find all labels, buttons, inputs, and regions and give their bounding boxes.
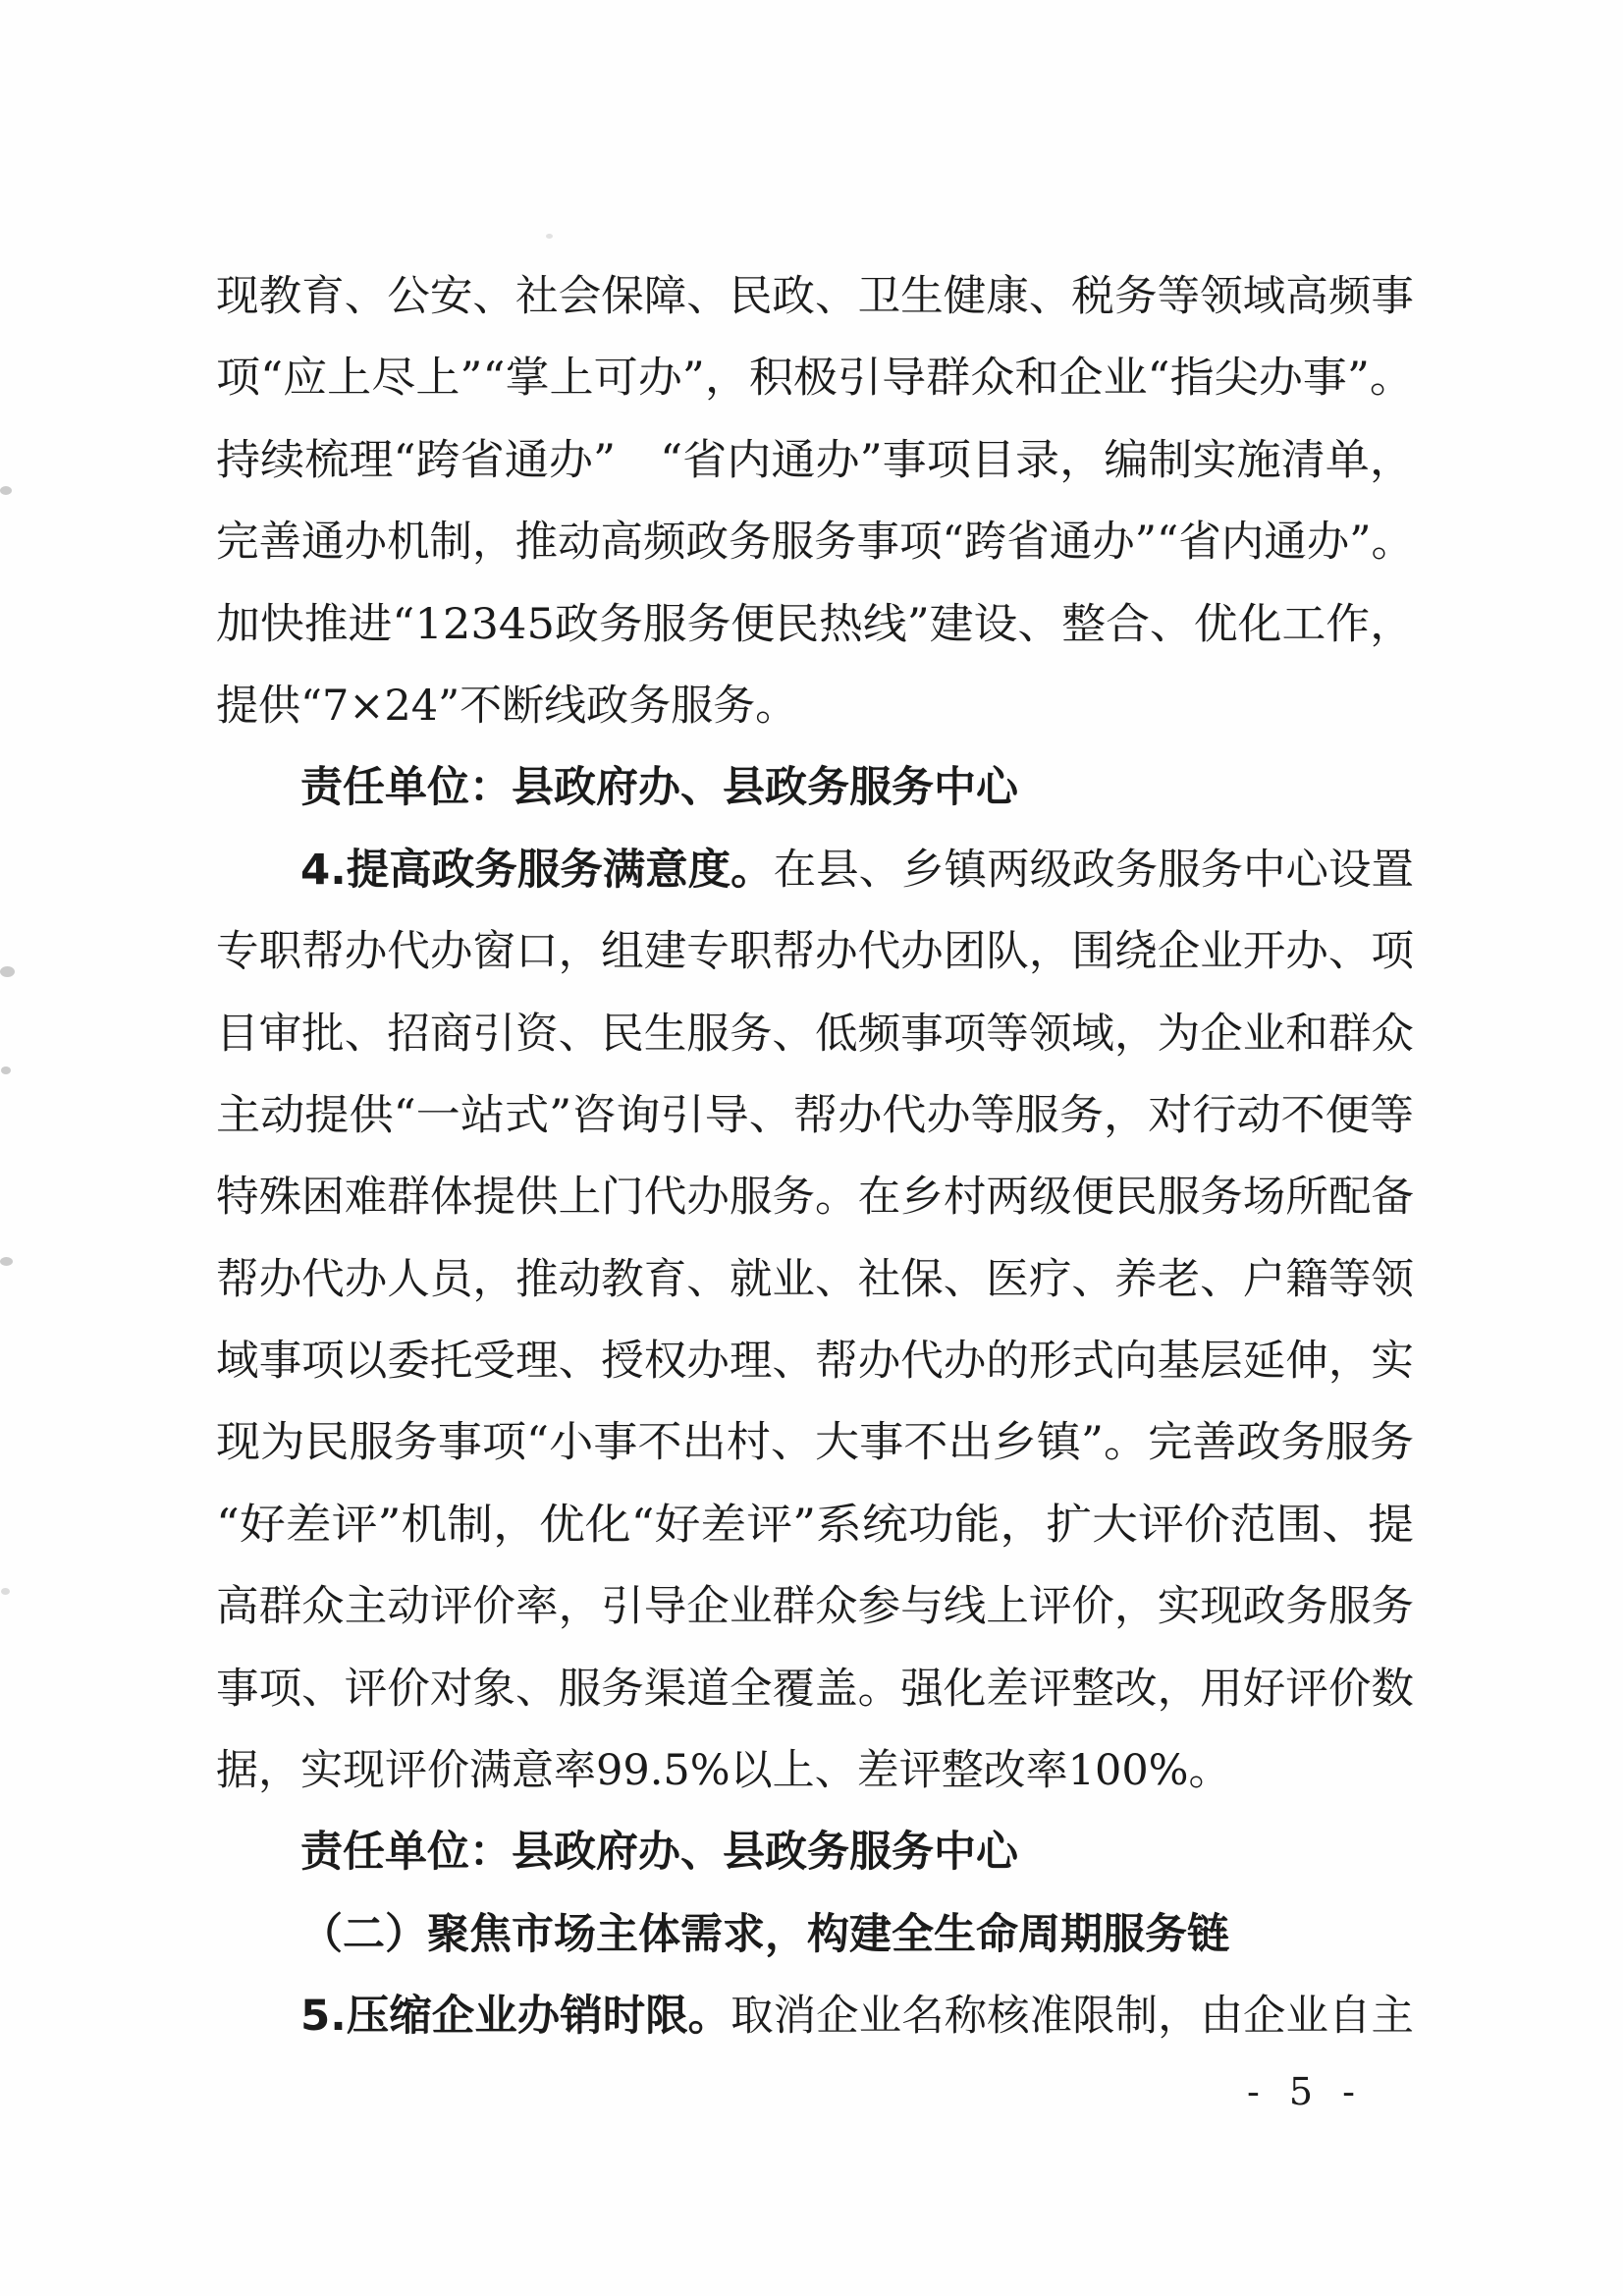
- text-run: 完善通办机制，推动高频政务服务事项“跨省通办”“省内通办”。: [216, 518, 1414, 568]
- text-run: “好差评”机制，优化“好差评”系统功能，扩大评价范围、提: [216, 1500, 1414, 1550]
- line-content: [216, 420, 1414, 502]
- scan-speck: [0, 1257, 13, 1266]
- text-line: [216, 256, 1414, 338]
- scan-speck: [1, 1066, 11, 1074]
- text-line: [216, 1157, 1414, 1238]
- line-content: [216, 1075, 1414, 1157]
- line-content: [216, 1485, 1414, 1566]
- document-body: [216, 256, 1414, 2058]
- text-line: [216, 666, 1414, 747]
- text-run: 专职帮办代办窗口，组建专职帮办代办团队，围绕企业开办、项: [216, 927, 1415, 977]
- line-content: [216, 1566, 1414, 1648]
- text-line: [216, 1485, 1414, 1566]
- text-line: [216, 420, 1414, 502]
- line-content: [300, 1812, 1018, 1893]
- line-content: [300, 830, 1414, 911]
- line-content: [216, 1321, 1414, 1402]
- text-run-bold: （二）聚焦市场主体需求，构建全生命周期服务链: [300, 1909, 1229, 1959]
- line-content: [216, 256, 1414, 338]
- text-run: 帮办代办人员，推动教育、就业、社保、医疗、养老、户籍等领: [216, 1254, 1415, 1304]
- line-content: [300, 1894, 1229, 1976]
- text-line: [216, 1812, 1414, 1893]
- text-run-bold: 5.压缩企业办销时限。: [300, 1992, 731, 2042]
- text-run-bold: 4.提高政务服务满意度。: [300, 845, 774, 895]
- line-content: [216, 1649, 1414, 1730]
- text-run: 现为民服务事项“小事不出村、大事不出乡镇”。完善政务服务: [216, 1418, 1414, 1468]
- line-content: [216, 502, 1414, 583]
- text-run: 目审批、招商引资、民生服务、低频事项等领域，为企业和群众: [216, 1009, 1415, 1059]
- text-line: [216, 1075, 1414, 1157]
- text-line: [216, 1976, 1414, 2057]
- line-content: [216, 338, 1414, 419]
- text-line: [216, 830, 1414, 911]
- text-run: 在县、乡镇两级政务服务中心设置: [773, 845, 1414, 895]
- page-number: - 5 -: [1247, 2070, 1365, 2113]
- text-run: 特殊困难群体提供上门代办服务。在乡村两级便民服务场所配备: [216, 1173, 1415, 1223]
- text-run: 加快推进“12345政务服务便民热线”建设、整合、优化工作，: [216, 599, 1414, 649]
- line-content: [216, 911, 1414, 993]
- text-run: 提供“7×24”不断线政务服务。: [216, 681, 798, 731]
- line-content: [216, 584, 1414, 666]
- text-line: [216, 747, 1414, 829]
- text-run: 域事项以委托受理、授权办理、帮办代办的形式向基层延伸，实: [216, 1337, 1415, 1387]
- line-content: [216, 1730, 1231, 1812]
- line-content: [216, 666, 797, 747]
- text-run: 事项、评价对象、服务渠道全覆盖。强化差评整改，用好评价数: [216, 1664, 1415, 1714]
- text-line: [216, 1730, 1414, 1812]
- text-run: 持续梳理“跨省通办” “省内通办”事项目录，编制实施清单，: [216, 435, 1414, 485]
- scan-speck: [0, 486, 12, 495]
- line-content: [300, 1976, 1414, 2057]
- line-content: [216, 1239, 1414, 1321]
- text-run: 主动提供“一站式”咨询引导、帮办代办等服务，对行动不便等: [216, 1090, 1414, 1140]
- text-run-bold: 责任单位：县政府办、县政务服务中心: [300, 763, 1018, 813]
- text-line: [216, 502, 1414, 583]
- text-line: [216, 911, 1414, 993]
- text-line: [216, 1649, 1414, 1730]
- text-line: [216, 1894, 1414, 1976]
- text-line: [216, 994, 1414, 1075]
- text-line: [216, 584, 1414, 666]
- text-run: 现教育、公安、社会保障、民政、卫生健康、税务等领域高频事: [216, 272, 1415, 321]
- text-run: 取消企业名称核准限制，由企业自主: [730, 1992, 1414, 2042]
- text-run-bold: 责任单位：县政府办、县政务服务中心: [300, 1828, 1018, 1878]
- line-content: [300, 747, 1018, 829]
- scan-speck: [1, 1588, 10, 1595]
- line-content: [216, 1402, 1414, 1484]
- text-line: [216, 1321, 1414, 1402]
- text-run: 高群众主动评价率，引导企业群众参与线上评价，实现政务服务: [216, 1582, 1415, 1632]
- scan-speck: [546, 234, 553, 239]
- scan-speck: [0, 966, 15, 977]
- text-run: 项“应上尽上”“掌上可办”，积极引导群众和企业“指尖办事”。: [216, 354, 1414, 404]
- line-content: [216, 994, 1414, 1075]
- line-content: [216, 1157, 1414, 1238]
- text-run: 据，实现评价满意率99.5%以上、差评整改率100%。: [216, 1746, 1231, 1796]
- text-line: [216, 1566, 1414, 1648]
- text-line: [216, 338, 1414, 419]
- text-line: [216, 1402, 1414, 1484]
- text-line: [216, 1239, 1414, 1321]
